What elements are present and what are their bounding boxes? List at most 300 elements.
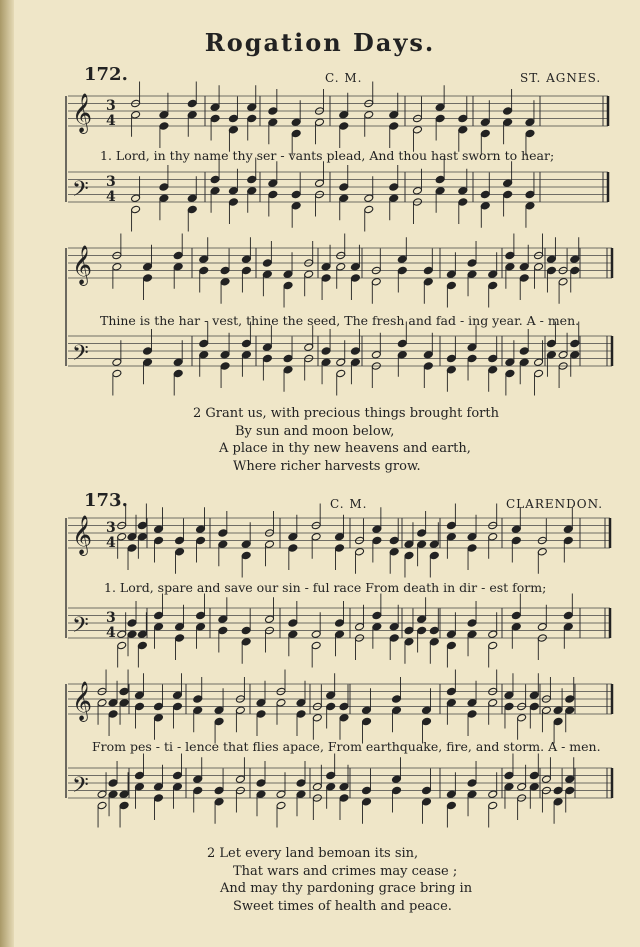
note-head xyxy=(268,179,278,188)
note-head xyxy=(228,186,238,195)
note-head xyxy=(429,551,439,560)
hymn-meter: C. M. xyxy=(325,71,363,85)
note-head xyxy=(529,702,539,711)
note-head xyxy=(537,547,547,556)
lyric-line: From pes - ti - lence that flies apace, From earthquake, fire, and storm. A - men. xyxy=(92,739,601,754)
note-head xyxy=(505,358,515,367)
note-head xyxy=(422,786,432,795)
note-head xyxy=(519,347,529,356)
note-head xyxy=(435,103,445,112)
treble-clef: 𝄞 xyxy=(72,681,93,721)
note-head xyxy=(220,277,230,286)
note-head xyxy=(210,186,220,195)
hymn-tune-name: CLARENDON. xyxy=(506,497,604,511)
note-head xyxy=(175,634,185,643)
note-head xyxy=(97,698,107,707)
note-head xyxy=(173,251,183,260)
note-head xyxy=(241,255,251,264)
note-head xyxy=(467,790,477,799)
note-head xyxy=(339,702,349,711)
note-head xyxy=(511,536,521,545)
note-head xyxy=(446,521,456,530)
note-head xyxy=(137,630,147,639)
note-head xyxy=(315,118,325,127)
note-head xyxy=(458,186,468,195)
note-head xyxy=(265,540,275,549)
note-head xyxy=(131,194,141,203)
note-head xyxy=(488,532,498,541)
note-head xyxy=(283,270,293,279)
note-head xyxy=(570,255,580,264)
note-head xyxy=(446,270,456,279)
note-head xyxy=(480,201,490,210)
note-head xyxy=(488,365,498,374)
verse-line: Sweet times of health and peace. xyxy=(233,898,452,914)
note-head xyxy=(159,194,169,203)
time-signature-top: 3 xyxy=(106,520,116,536)
note-head xyxy=(97,790,107,799)
note-head xyxy=(220,266,230,275)
note-head xyxy=(467,270,477,279)
note-head xyxy=(553,706,563,715)
note-head xyxy=(511,611,521,620)
note-head xyxy=(446,365,456,374)
note-head xyxy=(422,717,432,726)
note-head xyxy=(404,637,414,646)
note-head xyxy=(467,619,477,628)
note-head xyxy=(480,118,490,127)
note-head xyxy=(119,687,129,696)
note-head xyxy=(291,129,301,138)
note-head xyxy=(467,532,477,541)
note-head xyxy=(159,122,169,131)
note-head xyxy=(210,114,220,123)
note-head xyxy=(187,99,197,108)
note-head xyxy=(196,525,206,534)
note-head xyxy=(537,622,547,631)
note-head xyxy=(488,698,498,707)
note-head xyxy=(296,710,306,719)
note-head xyxy=(565,706,575,715)
note-head xyxy=(218,529,228,538)
note-head xyxy=(173,369,183,378)
note-head xyxy=(288,532,298,541)
note-head xyxy=(154,611,164,620)
verse-2 xyxy=(193,405,499,475)
note-head xyxy=(288,619,298,628)
note-head xyxy=(137,521,147,530)
note-head xyxy=(312,713,322,722)
note-head xyxy=(143,262,153,271)
note-head xyxy=(173,358,183,367)
note-head xyxy=(193,706,203,715)
note-head xyxy=(296,790,306,799)
note-head xyxy=(446,354,456,363)
note-head xyxy=(362,786,372,795)
note-head xyxy=(154,525,164,534)
note-head xyxy=(117,641,127,650)
note-head xyxy=(423,350,433,359)
note-head xyxy=(565,775,575,784)
verse-2 xyxy=(207,845,472,915)
note-head xyxy=(362,797,372,806)
note-head xyxy=(467,630,477,639)
note-head xyxy=(296,698,306,707)
note-head xyxy=(389,110,399,119)
note-head xyxy=(504,691,514,700)
note-head xyxy=(119,790,129,799)
note-head xyxy=(283,354,293,363)
note-head xyxy=(153,713,163,722)
note-head xyxy=(321,262,331,271)
note-head xyxy=(326,782,336,791)
note-head xyxy=(446,641,456,650)
note-head xyxy=(339,194,349,203)
note-head xyxy=(467,259,477,268)
note-head xyxy=(389,536,399,545)
note-head xyxy=(262,354,272,363)
note-head xyxy=(429,637,439,646)
note-head xyxy=(488,801,498,810)
note-head xyxy=(256,698,266,707)
note-head xyxy=(187,205,197,214)
note-head xyxy=(210,175,220,184)
note-head xyxy=(291,190,301,199)
note-head xyxy=(326,691,336,700)
note-head xyxy=(154,622,164,631)
note-head xyxy=(364,194,374,203)
note-head xyxy=(541,775,551,784)
note-head xyxy=(488,630,498,639)
note-head xyxy=(423,362,433,371)
note-head xyxy=(143,358,153,367)
note-head xyxy=(505,251,515,260)
note-head xyxy=(127,619,137,628)
note-head xyxy=(268,107,278,116)
note-head xyxy=(214,797,224,806)
note-head xyxy=(199,350,209,359)
note-head xyxy=(127,544,137,553)
note-head xyxy=(339,122,349,131)
note-head xyxy=(458,125,468,134)
note-head xyxy=(311,630,321,639)
note-head xyxy=(517,713,527,722)
note-head xyxy=(389,183,399,192)
note-head xyxy=(429,626,439,635)
note-head xyxy=(458,114,468,123)
note-head xyxy=(339,110,349,119)
note-head xyxy=(214,717,224,726)
note-head xyxy=(389,634,399,643)
note-head xyxy=(256,779,266,788)
note-head xyxy=(172,771,182,780)
note-head xyxy=(488,281,498,290)
note-head xyxy=(268,190,278,199)
note-head xyxy=(488,270,498,279)
note-head xyxy=(196,622,206,631)
verse-line: By sun and moon below, xyxy=(235,423,395,439)
treble-clef: 𝄞 xyxy=(72,245,93,285)
note-head xyxy=(446,801,456,810)
note-head xyxy=(117,630,127,639)
note-head xyxy=(570,339,580,348)
note-head xyxy=(534,369,544,378)
note-head xyxy=(187,110,197,119)
note-head xyxy=(218,626,228,635)
bass-clef: 𝄢 xyxy=(72,613,89,643)
note-head xyxy=(326,771,336,780)
note-head xyxy=(196,611,206,620)
note-head xyxy=(262,343,272,352)
time-signature-bottom: 4 xyxy=(106,189,116,205)
note-head xyxy=(218,615,228,624)
note-head xyxy=(119,698,129,707)
note-head xyxy=(214,706,224,715)
note-head xyxy=(159,183,169,192)
note-head xyxy=(321,347,331,356)
note-head xyxy=(241,540,251,549)
note-head xyxy=(480,190,490,199)
note-head xyxy=(175,536,185,545)
note-head xyxy=(397,350,407,359)
note-head xyxy=(153,782,163,791)
note-head xyxy=(503,118,513,127)
note-head xyxy=(336,369,346,378)
note-head xyxy=(256,710,266,719)
note-head xyxy=(127,630,137,639)
note-head xyxy=(563,525,573,534)
note-head xyxy=(112,369,122,378)
note-head xyxy=(570,266,580,275)
note-head xyxy=(355,622,365,631)
note-head xyxy=(336,262,346,271)
note-head xyxy=(417,615,427,624)
note-head xyxy=(159,110,169,119)
note-head xyxy=(228,125,238,134)
note-head xyxy=(235,706,245,715)
note-head xyxy=(467,544,477,553)
note-head xyxy=(541,706,551,715)
note-head xyxy=(321,358,331,367)
note-head xyxy=(97,801,107,810)
note-head xyxy=(220,362,230,371)
note-head xyxy=(504,782,514,791)
note-head xyxy=(392,695,402,704)
note-head xyxy=(397,339,407,348)
bass-clef: 𝄢 xyxy=(72,177,89,207)
note-head xyxy=(350,358,360,367)
note-head xyxy=(392,786,402,795)
hymn-number: 173. xyxy=(84,490,128,511)
note-head xyxy=(553,786,563,795)
note-head xyxy=(529,691,539,700)
note-head xyxy=(529,782,539,791)
note-head xyxy=(108,698,118,707)
lyric-line: 1. Lord, in thy name thy ser - vants plead, And thou hast sworn to hear; xyxy=(100,148,555,163)
note-head xyxy=(389,622,399,631)
note-head xyxy=(412,125,422,134)
note-head xyxy=(172,782,182,791)
note-head xyxy=(199,339,209,348)
note-head xyxy=(288,630,298,639)
note-head xyxy=(565,786,575,795)
note-head xyxy=(247,175,257,184)
verse-line: That wars and crimes may cease ; xyxy=(233,863,458,879)
time-signature-top: 3 xyxy=(106,98,116,114)
note-head xyxy=(108,790,118,799)
note-head xyxy=(570,350,580,359)
note-head xyxy=(154,536,164,545)
note-head xyxy=(220,350,230,359)
note-head xyxy=(241,339,251,348)
note-head xyxy=(137,641,147,650)
note-head xyxy=(504,771,514,780)
note-head xyxy=(276,698,286,707)
note-head xyxy=(288,544,298,553)
note-head xyxy=(228,114,238,123)
time-signature-top: 3 xyxy=(106,610,116,626)
note-head xyxy=(467,354,477,363)
verse-line: 2 Grant us, with precious things brought forth xyxy=(193,406,499,421)
note-head xyxy=(397,255,407,264)
hymn-number: 172. xyxy=(84,64,128,85)
note-head xyxy=(193,786,203,795)
note-head xyxy=(553,797,563,806)
note-head xyxy=(488,790,498,799)
note-head xyxy=(446,630,456,639)
note-head xyxy=(143,274,153,283)
note-head xyxy=(134,771,144,780)
note-head xyxy=(193,775,203,784)
hymn-tune-name: ST. AGNES. xyxy=(520,71,602,85)
bass-clef: 𝄢 xyxy=(72,773,89,803)
note-head xyxy=(339,782,349,791)
note-head xyxy=(389,122,399,131)
note-head xyxy=(412,186,422,195)
note-head xyxy=(480,129,490,138)
note-head xyxy=(392,706,402,715)
note-head xyxy=(175,547,185,556)
note-head xyxy=(546,266,556,275)
note-head xyxy=(417,529,427,538)
note-head xyxy=(321,274,331,283)
note-head xyxy=(262,270,272,279)
note-head xyxy=(276,801,286,810)
note-head xyxy=(153,702,163,711)
note-head xyxy=(435,114,445,123)
note-head xyxy=(558,277,568,286)
note-head xyxy=(546,350,556,359)
note-head xyxy=(519,358,529,367)
note-head xyxy=(511,622,521,631)
note-head xyxy=(565,695,575,704)
note-head xyxy=(291,118,301,127)
note-head xyxy=(525,190,535,199)
note-head xyxy=(336,358,346,367)
note-head xyxy=(546,255,556,264)
note-head xyxy=(241,350,251,359)
note-head xyxy=(262,259,272,268)
note-head xyxy=(504,702,514,711)
note-head xyxy=(193,695,203,704)
note-head xyxy=(511,525,521,534)
note-head xyxy=(131,205,141,214)
note-head xyxy=(503,107,513,116)
note-head xyxy=(241,637,251,646)
note-head xyxy=(563,611,573,620)
note-head xyxy=(214,786,224,795)
note-head xyxy=(404,540,414,549)
note-head xyxy=(503,190,513,199)
note-head xyxy=(137,532,147,541)
note-head xyxy=(335,544,345,553)
note-head xyxy=(311,641,321,650)
note-head xyxy=(210,103,220,112)
note-head xyxy=(372,525,382,534)
note-head xyxy=(389,194,399,203)
note-head xyxy=(350,262,360,271)
note-head xyxy=(247,186,257,195)
note-head xyxy=(446,281,456,290)
note-head xyxy=(372,611,382,620)
note-head xyxy=(446,687,456,696)
note-head xyxy=(117,532,127,541)
note-head xyxy=(283,281,293,290)
note-head xyxy=(339,183,349,192)
note-head xyxy=(563,536,573,545)
note-head xyxy=(446,532,456,541)
note-head xyxy=(525,201,535,210)
note-head xyxy=(417,626,427,635)
note-head xyxy=(153,794,163,803)
note-head xyxy=(355,547,365,556)
note-head xyxy=(422,706,432,715)
note-head xyxy=(296,779,306,788)
note-head xyxy=(335,619,345,628)
note-head xyxy=(525,129,535,138)
note-head xyxy=(291,201,301,210)
note-head xyxy=(199,266,209,275)
time-signature-bottom: 4 xyxy=(106,535,116,551)
note-head xyxy=(558,350,568,359)
music-system-4 xyxy=(0,670,640,840)
hymn-meter: C. M. xyxy=(330,497,368,511)
treble-clef: 𝄞 xyxy=(72,93,93,133)
note-head xyxy=(417,540,427,549)
note-head xyxy=(199,255,209,264)
treble-clef: 𝄞 xyxy=(72,515,93,555)
note-head xyxy=(241,266,251,275)
note-head xyxy=(467,698,477,707)
page-title: Rogation Days. xyxy=(204,28,436,57)
note-head xyxy=(339,794,349,803)
time-signature-bottom: 4 xyxy=(106,625,116,641)
note-head xyxy=(371,277,381,286)
bass-clef: 𝄢 xyxy=(72,341,89,371)
note-head xyxy=(350,347,360,356)
note-head xyxy=(315,179,325,188)
lyric-line: 1. Lord, spare and save our sin - ful race From death in dir - est form; xyxy=(104,580,547,595)
note-head xyxy=(364,110,374,119)
note-head xyxy=(467,343,477,352)
note-head xyxy=(423,266,433,275)
note-head xyxy=(335,630,345,639)
note-head xyxy=(371,350,381,359)
note-head xyxy=(304,343,314,352)
verse-line: Where richer harvests grow. xyxy=(233,458,421,474)
note-head xyxy=(268,118,278,127)
note-head xyxy=(112,262,122,271)
